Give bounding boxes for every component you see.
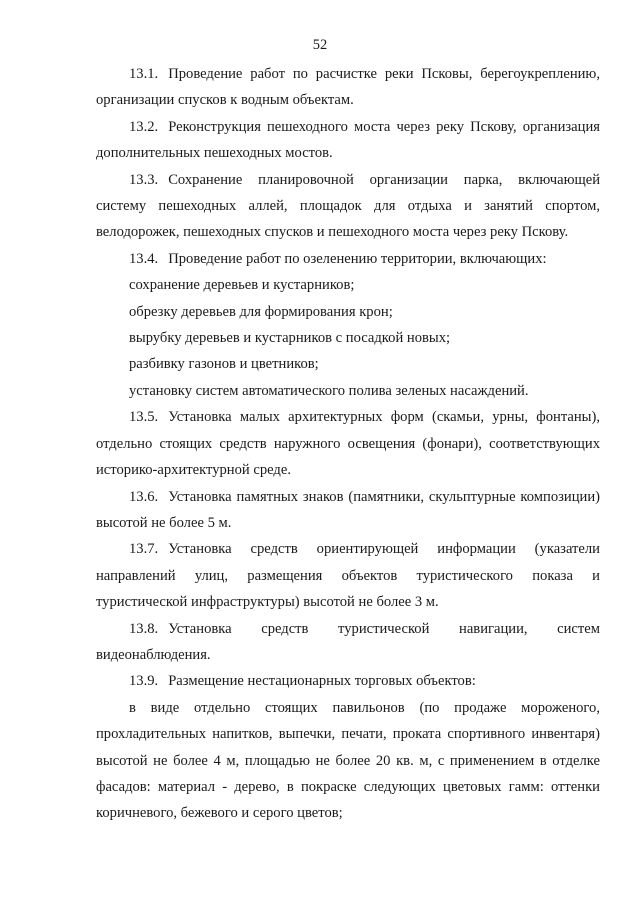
list-item: вырубку деревьев и кустарников с посадкой новых;: [129, 330, 451, 347]
paragraph-text: Размещение нестационарных торговых объектов:: [168, 673, 476, 690]
paragraph-13-7: [96, 536, 600, 615]
paragraph-number: 13.2.: [129, 118, 159, 135]
paragraph-text: Реконструкция пешеходного моста через реку Пскову, организация дополнительных пешеходных мостов.: [96, 118, 600, 162]
paragraph-number: 13.7.: [129, 541, 159, 558]
paragraph-13-6: [96, 484, 600, 537]
page-number: 52: [312, 37, 328, 53]
paragraph-text: Установка малых архитектурных форм (скамьи, урны, фонтаны), отдельно стоящих средств наружного освещения (фонари), соответствующих историко-архитектурной среде.: [96, 409, 600, 479]
paragraph-number: 13.9.: [129, 673, 159, 690]
paragraph-number: 13.4.: [129, 250, 159, 267]
paragraph-13-1: [96, 61, 600, 114]
paragraph-13-5: [96, 404, 600, 483]
document-body: [96, 61, 600, 827]
paragraph-number: 13.8.: [129, 620, 159, 637]
paragraph-13-8: [96, 616, 600, 669]
paragraph-text: Установка средств ориентирующей информации (указатели направлений улиц, размещения объектов туристического показа и туристической инфраструктуры) высотой не более 3 м.: [96, 541, 600, 611]
paragraph-text: Установка памятных знаков (памятники, скульптурные композиции) высотой не более 5 м.: [96, 488, 600, 531]
paragraph-number: 13.5.: [129, 409, 159, 426]
list-item: обрезку деревьев для формирования крон;: [129, 303, 393, 320]
list-item: разбивку газонов и цветников;: [129, 356, 319, 373]
list-item: установку систем автоматического полива зеленых насаждений.: [129, 382, 529, 399]
paragraph-13-2: [96, 114, 600, 167]
paragraph-13-9: [96, 668, 600, 694]
paragraph-number: 13.1.: [129, 66, 159, 82]
paragraph-13-3: [96, 167, 600, 246]
paragraph-number: 13.6.: [129, 488, 159, 505]
paragraph-13-9-detail: в виде отдельно стоящих павильонов (по продаже мороженого, прохладительных напитков, выпечки, печати, проката спортивного инвентаря) высотой не более 4 м, площадью не более 20 кв. м, с применением в отделке фасадов: материал - дерево, в покраске следующих цветовых гамм: оттенки коричневого, бежевого и серого цветов;: [96, 699, 600, 822]
paragraph-text: Сохранение планировочной организации парка, включающей систему пешеходных аллей, площадок для отдыха и занятий спортом, велодорожек, пешеходных спусков и пешеходного моста через реку Пскову.: [96, 171, 600, 241]
list-item: сохранение деревьев и кустарников;: [129, 277, 355, 294]
paragraph-text: Проведение работ по озеленению территории, включающих:: [168, 250, 547, 267]
paragraph-text: Установка средств туристической навигации, систем видеонаблюдения.: [96, 620, 600, 663]
paragraph-13-4: [96, 246, 600, 272]
paragraph-number: 13.3.: [129, 171, 159, 188]
paragraph-text: Проведение работ по расчистке реки Псковы, берегоукреплению, организации спусков к водным объектам.: [96, 66, 600, 109]
